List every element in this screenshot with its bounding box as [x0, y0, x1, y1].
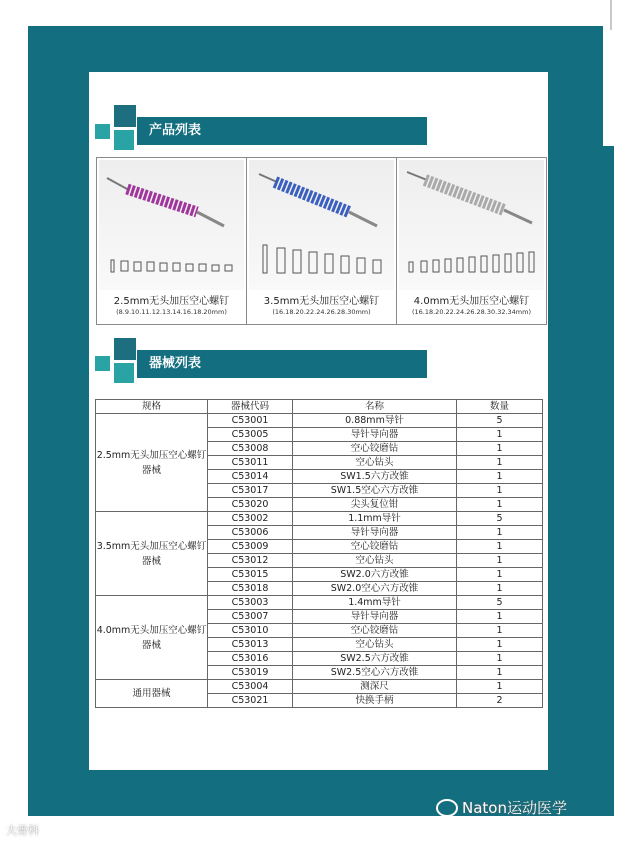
qty-cell: 1	[457, 540, 543, 554]
product-gallery	[96, 157, 547, 325]
section-decor-square	[114, 130, 134, 150]
code-cell: C53018	[208, 582, 293, 596]
qty-cell: 1	[457, 680, 543, 694]
spec-group-cell: 通用器械	[96, 680, 208, 708]
qty-cell: 1	[457, 652, 543, 666]
table-row	[96, 680, 543, 694]
name-cell: SW2.5六方改锥	[293, 652, 457, 666]
code-cell: C53006	[208, 526, 293, 540]
qty-cell: 1	[457, 442, 543, 456]
code-cell: C53004	[208, 680, 293, 694]
instruments-section-title: 器械列表	[137, 350, 427, 378]
name-cell: 测深尺	[293, 680, 457, 694]
column-header: 规格	[96, 400, 208, 414]
name-cell: 空心铰磨钻	[293, 442, 457, 456]
qty-cell: 1	[457, 498, 543, 512]
screw-illustration	[99, 160, 244, 290]
qty-cell: 5	[457, 414, 543, 428]
qty-cell: 1	[457, 456, 543, 470]
spec-group-cell: 2.5mm无头加压空心螺钉器械	[96, 414, 208, 512]
code-cell: C53009	[208, 540, 293, 554]
section-decor-square	[114, 105, 136, 127]
wechat-icon	[436, 799, 458, 817]
name-cell: 0.88mm导针	[293, 414, 457, 428]
name-cell: 空心铰磨钻	[293, 624, 457, 638]
table-row	[96, 512, 543, 526]
name-cell: 1.4mm导针	[293, 596, 457, 610]
name-cell: SW1.5空心六方改锥	[293, 484, 457, 498]
code-cell: C53016	[208, 652, 293, 666]
code-cell: C53014	[208, 470, 293, 484]
screw-photo	[99, 160, 244, 290]
instrument-table	[95, 399, 543, 708]
product-name: 3.5mm无头加压空心螺钉	[263, 296, 380, 307]
name-cell: SW2.0空心六方改锥	[293, 582, 457, 596]
qty-cell: 1	[457, 526, 543, 540]
qty-cell: 1	[457, 582, 543, 596]
qty-cell: 5	[457, 596, 543, 610]
screw-illustration	[399, 160, 544, 290]
spec-group-cell: 4.0mm无头加压空心螺钉器械	[96, 596, 208, 680]
brand-watermark	[436, 797, 567, 818]
name-cell: 空心钻头	[293, 456, 457, 470]
frame-notch	[603, 26, 640, 146]
name-cell: SW2.5空心六方改锥	[293, 666, 457, 680]
code-cell: C53012	[208, 554, 293, 568]
screw-illustration	[249, 160, 394, 290]
code-cell: C53005	[208, 428, 293, 442]
code-cell: C53011	[208, 456, 293, 470]
code-cell: C53010	[208, 624, 293, 638]
section-decor-square	[95, 124, 110, 139]
qty-cell: 1	[457, 666, 543, 680]
name-cell: SW1.5六方改锥	[293, 470, 457, 484]
column-header: 数量	[457, 400, 543, 414]
name-cell: 1.1mm导针	[293, 512, 457, 526]
section-decor-square	[114, 363, 134, 383]
screw-photo	[249, 160, 394, 290]
screw-photo	[399, 160, 544, 290]
qty-cell: 1	[457, 484, 543, 498]
qty-cell: 1	[457, 638, 543, 652]
code-cell: C53021	[208, 694, 293, 708]
product-name: 4.0mm无头加压空心螺钉	[413, 296, 530, 307]
code-cell: C53001	[208, 414, 293, 428]
table-row	[96, 596, 543, 610]
qty-cell: 1	[457, 554, 543, 568]
name-cell: 空心钻头	[293, 554, 457, 568]
code-cell: C53020	[208, 498, 293, 512]
name-cell: SW2.0六方改锥	[293, 568, 457, 582]
name-cell: 快换手柄	[293, 694, 457, 708]
product-card	[97, 158, 247, 324]
qty-cell: 1	[457, 470, 543, 484]
code-cell: C53017	[208, 484, 293, 498]
code-cell: C53007	[208, 610, 293, 624]
product-card	[247, 158, 397, 324]
code-cell: C53003	[208, 596, 293, 610]
code-cell: C53015	[208, 568, 293, 582]
section-decor-square	[114, 338, 136, 360]
brand-watermark-text: Naton运动医学	[462, 799, 567, 817]
product-sizes: (16.18.20.22.24.26.28.30.32.34mm)	[411, 308, 532, 316]
qty-cell: 1	[457, 568, 543, 582]
qty-cell: 1	[457, 624, 543, 638]
code-cell: C53013	[208, 638, 293, 652]
name-cell: 导针导向器	[293, 610, 457, 624]
product-sizes: (8.9.10.11.12.13.14.16.18.20mm)	[116, 308, 227, 316]
source-watermark: 大骨科	[6, 824, 39, 837]
code-cell: C53019	[208, 666, 293, 680]
qty-cell: 2	[457, 694, 543, 708]
name-cell: 导针导向器	[293, 526, 457, 540]
column-header: 器械代码	[208, 400, 293, 414]
code-cell: C53002	[208, 512, 293, 526]
qty-cell: 1	[457, 610, 543, 624]
table-header-row	[96, 400, 543, 414]
product-card	[397, 158, 546, 324]
name-cell: 空心钻头	[293, 638, 457, 652]
name-cell: 尖头复位钳	[293, 498, 457, 512]
spec-group-cell: 3.5mm无头加压空心螺钉器械	[96, 512, 208, 596]
column-header: 名称	[293, 400, 457, 414]
name-cell: 空心铰磨钻	[293, 540, 457, 554]
products-section-title: 产品列表	[137, 117, 427, 145]
product-name: 2.5mm无头加压空心螺钉	[113, 296, 230, 307]
table-row	[96, 414, 543, 428]
name-cell: 导针导向器	[293, 428, 457, 442]
code-cell: C53008	[208, 442, 293, 456]
qty-cell: 1	[457, 428, 543, 442]
qty-cell: 5	[457, 512, 543, 526]
section-decor-square	[95, 356, 110, 371]
product-sizes: (16.18.20.22.24.26.28.30mm)	[272, 308, 371, 316]
page-edge	[610, 0, 612, 30]
